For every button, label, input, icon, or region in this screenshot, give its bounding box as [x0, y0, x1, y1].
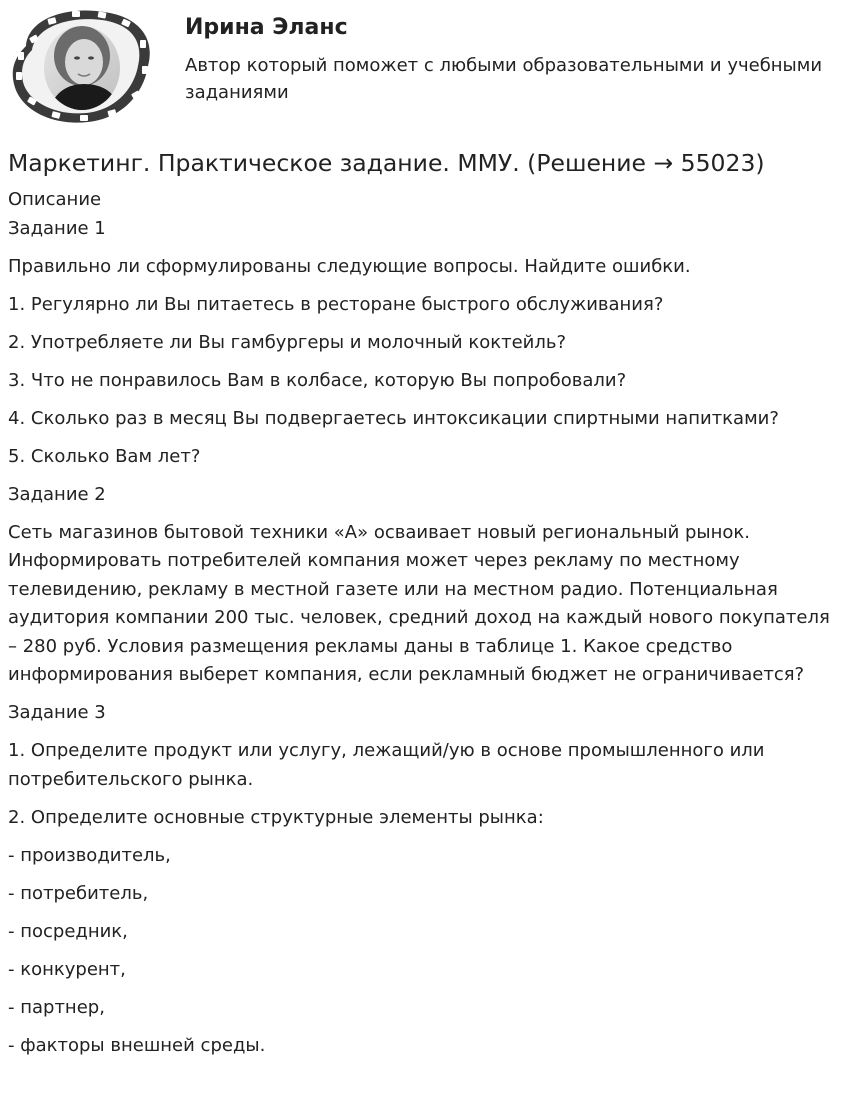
author-card	[8, 6, 838, 126]
list-item: - факторы внешней среды.	[8, 1034, 266, 1056]
list-item: - конкурент,	[8, 958, 126, 980]
list-item: - производитель,	[8, 844, 171, 866]
list-item: 4. Сколько раз в месяц Вы подвергаетесь интоксикации спиртными напитками?	[8, 407, 779, 429]
list-item: - посредник,	[8, 920, 128, 942]
author-name[interactable]: Ирина Эланс	[185, 15, 348, 40]
page-title: Маркетинг. Практическое задание. ММУ. (Решение → 55023)	[8, 149, 765, 177]
task1-intro: Правильно ли сформулированы следующие вопросы. Найдите ошибки.	[8, 255, 691, 277]
list-item: - потребитель,	[8, 882, 149, 904]
description-label: Описание	[8, 189, 102, 210]
list-item: 2. Определите основные структурные элементы рынка:	[8, 806, 544, 828]
list-item: 1. Регулярно ли Вы питаетесь в ресторане быстрого обслуживания?	[8, 293, 664, 315]
list-item: 2. Употребляете ли Вы гамбургеры и молочный коктейль?	[8, 331, 567, 353]
list-item: 1. Определите продукт или услугу, лежащий/ую в основе промышленного или потребительского рынка.	[8, 740, 765, 790]
list-item: - партнер,	[8, 996, 105, 1018]
author-tagline: Автор который поможет с любыми образовательными и учебными заданиями	[185, 55, 823, 103]
task3-label: Задание 3	[8, 702, 106, 723]
task-description	[8, 186, 836, 1060]
task1-label: Задание 1	[8, 217, 106, 239]
list-item: 5. Сколько Вам лет?	[8, 445, 201, 467]
user-photo-film-frame-icon	[8, 6, 156, 126]
author-avatar[interactable]	[8, 6, 156, 126]
task2-text: Сеть магазинов бытовой техники «А» осваивает новый региональный рынок. Информировать потребителей компания может через рекламу по местному телевидению, рекламу в местной газете или на местном радио. Потенциальная аудитория компании 200 тыс. человек, средний доход на каждый нового покупателя – 280 руб. Условия размещения рекламы даны в таблице 1. Какое средство информирования выберет компания, если рекламный бюджет не ограничивается?	[8, 521, 830, 685]
task2-label: Задание 2	[8, 483, 106, 505]
list-item: 3. Что не понравилось Вам в колбасе, которую Вы попробовали?	[8, 369, 627, 391]
